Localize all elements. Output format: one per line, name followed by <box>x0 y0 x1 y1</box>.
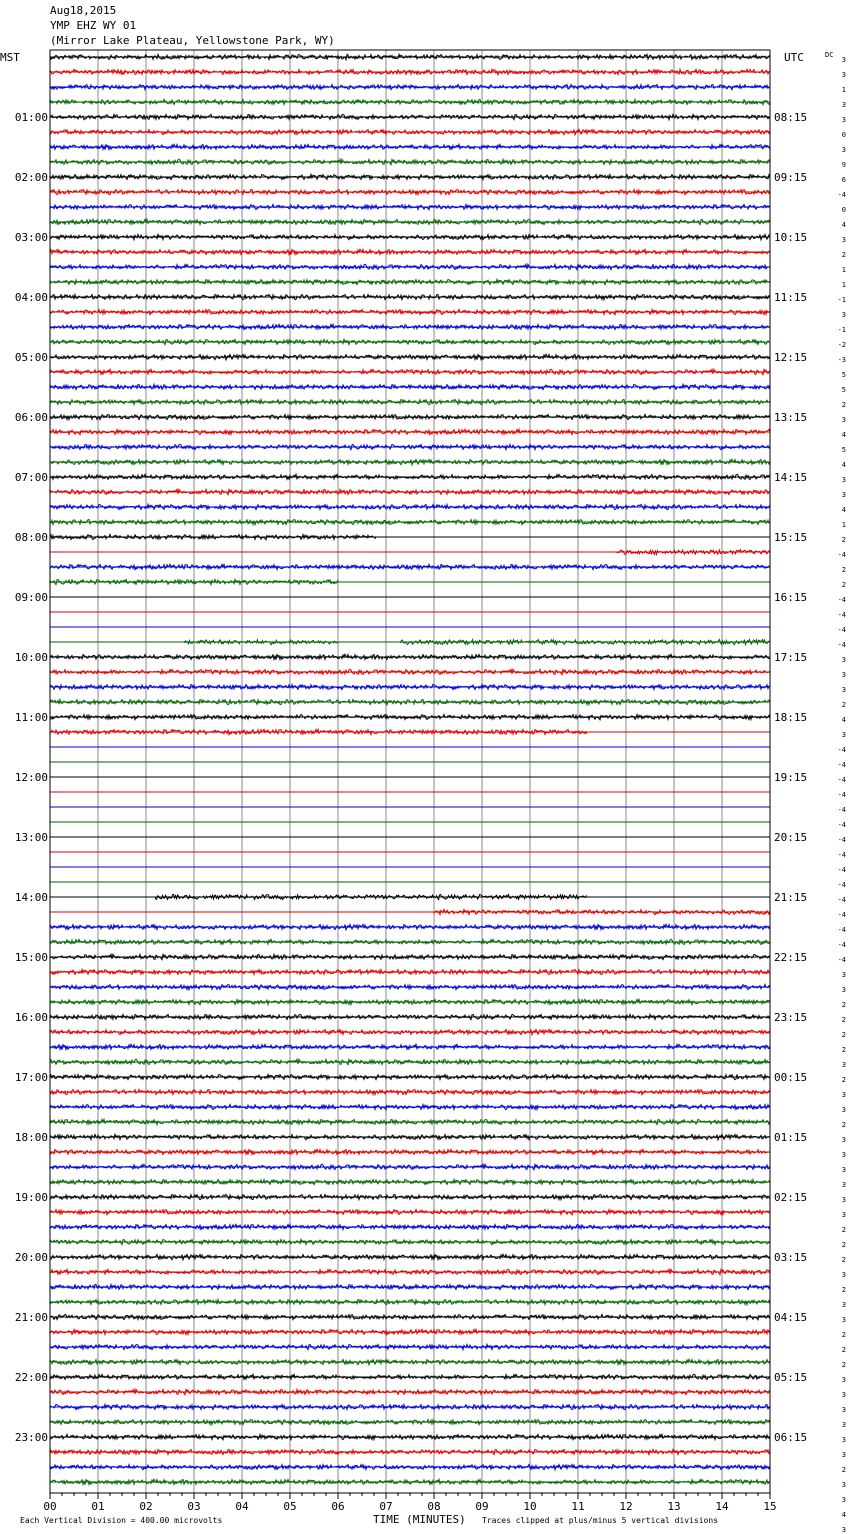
trace-row <box>50 144 770 149</box>
plot-date: Aug18,2015 <box>50 4 117 17</box>
mst-hour-label: 21:00 <box>14 1311 48 1324</box>
trace-row <box>50 564 770 569</box>
trace-row <box>50 489 770 494</box>
trace-row <box>50 85 770 90</box>
trace-signal <box>50 69 770 74</box>
dc-offset-value: -2 <box>837 341 846 349</box>
trace-signal <box>50 1314 770 1319</box>
utc-hour-label: 17:15 <box>774 651 808 664</box>
mst-hour-label: 12:00 <box>14 771 48 784</box>
dc-offset-value: 3 <box>841 236 846 244</box>
trace-row <box>50 339 770 344</box>
trace-signal <box>50 444 770 449</box>
dc-offset-value: 3 <box>841 1436 846 1444</box>
dc-offset-value: 5 <box>841 386 846 394</box>
mst-hour-label: 10:00 <box>14 651 48 664</box>
mst-hour-label: 19:00 <box>14 1191 48 1204</box>
trace-row <box>50 294 770 299</box>
seismic-traces <box>50 54 770 1484</box>
trace-row <box>50 1179 770 1184</box>
trace-row <box>50 429 770 435</box>
dc-offset-value: 3 <box>841 1106 846 1114</box>
dc-offset-value: 3 <box>841 1451 846 1459</box>
trace-row <box>50 459 770 465</box>
trace-row <box>50 1254 770 1260</box>
x-tick-label: 01 <box>91 1500 105 1513</box>
dc-offset-value: 1 <box>841 521 846 529</box>
utc-hour-label: 10:15 <box>774 231 808 244</box>
trace-row <box>50 1449 770 1454</box>
trace-row <box>50 1164 770 1170</box>
dc-offset-value: 2 <box>841 251 846 259</box>
trace-row <box>50 159 770 165</box>
trace-row <box>50 669 770 675</box>
trace-signal <box>50 324 770 329</box>
dc-offset-value: 4 <box>841 431 846 439</box>
dc-offset-value: 3 <box>841 491 846 499</box>
trace-row <box>50 1134 770 1139</box>
dc-offset-value: 3 <box>841 1391 846 1399</box>
trace-row <box>50 174 770 179</box>
trace-row <box>50 714 770 719</box>
dc-offset-value: 3 <box>841 146 846 154</box>
dc-offset-value: -4 <box>837 821 846 829</box>
dc-offset-value: -4 <box>837 746 846 754</box>
dc-offset-value: -4 <box>837 911 846 919</box>
dc-offset-value: -3 <box>837 356 846 364</box>
dc-offset-value: -4 <box>837 191 846 199</box>
dc-offset-value: 2 <box>841 1241 846 1249</box>
dc-offset-value: 3 <box>841 986 846 994</box>
trace-row <box>50 1149 770 1154</box>
dc-offset-value: -4 <box>837 836 846 844</box>
x-tick-label: 10 <box>523 1500 537 1513</box>
trace-row <box>50 189 770 194</box>
trace-row <box>50 954 770 959</box>
mst-hour-label: 05:00 <box>14 351 48 364</box>
utc-hour-label: 15:15 <box>774 531 808 544</box>
dc-offset-value: 3 <box>841 1136 846 1144</box>
x-tick-label: 04 <box>235 1500 249 1513</box>
x-tick-label: 06 <box>331 1500 345 1513</box>
x-tick-label: 05 <box>283 1500 297 1513</box>
trace-row <box>50 1104 770 1109</box>
dc-offset-value: -1 <box>837 296 846 304</box>
dc-offset-value: 3 <box>841 731 846 739</box>
trace-row <box>50 1209 770 1214</box>
utc-hour-label: 12:15 <box>774 351 808 364</box>
trace-signal <box>50 1090 770 1095</box>
dc-offset-value: 3 <box>841 116 846 124</box>
dc-offset-value: 2 <box>841 581 846 589</box>
dc-offset-value: 5 <box>841 371 846 379</box>
dc-offset-value: 0 <box>841 206 846 214</box>
dc-offset-value: 2 <box>841 1361 846 1369</box>
trace-signal <box>50 1044 770 1049</box>
trace-row <box>50 984 770 989</box>
station-location: (Mirror Lake Plateau, Yellowstone Park, WY) <box>50 34 335 47</box>
dc-offset-value: 2 <box>841 1286 846 1294</box>
dc-offset-value: 3 <box>841 1481 846 1489</box>
trace-row <box>50 69 770 74</box>
x-axis-title: TIME (MINUTES) <box>373 1513 466 1526</box>
dc-offset-value: 3 <box>841 1526 846 1534</box>
mst-hour-label: 09:00 <box>14 591 48 604</box>
trace-row <box>50 54 770 59</box>
dc-offset-value: 3 <box>841 971 846 979</box>
dc-offset-value: 3 <box>841 1421 846 1429</box>
dc-offset-value: -4 <box>837 611 846 619</box>
trace-row <box>50 1389 770 1394</box>
dc-offset-value: -4 <box>837 881 846 889</box>
mst-hour-label: 08:00 <box>14 531 48 544</box>
trace-row <box>50 414 770 419</box>
dc-offset-value: -4 <box>837 956 846 964</box>
trace-row <box>50 1030 770 1035</box>
x-tick-label: 13 <box>667 1500 681 1513</box>
x-tick-label: 07 <box>379 1500 393 1513</box>
dc-offset-value: 2 <box>841 1046 846 1054</box>
trace-row <box>50 1374 770 1379</box>
trace-row <box>50 309 770 314</box>
trace-row <box>50 1014 770 1019</box>
utc-hour-label: 09:15 <box>774 171 808 184</box>
utc-hour-label: 13:15 <box>774 411 808 424</box>
utc-hour-label: 04:15 <box>774 1311 808 1324</box>
dc-offset-value: 3 <box>841 656 846 664</box>
trace-row <box>50 1224 770 1229</box>
utc-hour-label: 02:15 <box>774 1191 808 1204</box>
dc-offset-value: -4 <box>837 761 846 769</box>
trace-signal <box>50 474 770 479</box>
dc-offset-value: 3 <box>841 1166 846 1174</box>
x-tick-label: 09 <box>475 1500 489 1513</box>
dc-offset-value: 3 <box>841 1211 846 1219</box>
dc-offset-value: 3 <box>841 311 846 319</box>
trace-row <box>50 1059 770 1065</box>
mst-hour-label: 18:00 <box>14 1131 48 1144</box>
trace-row <box>50 130 770 135</box>
trace-row <box>50 969 770 974</box>
utc-hour-label: 20:15 <box>774 831 808 844</box>
utc-hour-label: 11:15 <box>774 291 808 304</box>
trace-row <box>50 1479 770 1484</box>
utc-axis-label: UTC <box>784 51 804 64</box>
dc-offset-value: 2 <box>841 1466 846 1474</box>
trace-row <box>50 444 770 449</box>
trace-signal <box>50 1374 770 1379</box>
trace-row <box>50 895 770 900</box>
dc-offset-value: 3 <box>841 1196 846 1204</box>
trace-row <box>50 324 770 329</box>
dc-offset-value: -4 <box>837 791 846 799</box>
mst-hour-label: 14:00 <box>14 891 48 904</box>
utc-hour-label: 21:15 <box>774 891 808 904</box>
trace-row <box>50 474 770 479</box>
dc-offset-value: 2 <box>841 536 846 544</box>
dc-offset-value: 3 <box>841 1061 846 1069</box>
dc-offset-value: 1 <box>841 86 846 94</box>
trace-row <box>50 1404 770 1409</box>
utc-hour-label: 23:15 <box>774 1011 808 1024</box>
dc-offset-value: 2 <box>841 1226 846 1234</box>
dc-offset-value: 3 <box>841 476 846 484</box>
trace-row <box>50 909 770 914</box>
trace-row <box>50 1119 770 1124</box>
dc-offset-value: -4 <box>837 806 846 814</box>
dc-offset-value: 3 <box>841 1181 846 1189</box>
dc-offset-value: 3 <box>841 101 846 109</box>
dc-offset-value: -4 <box>837 776 846 784</box>
trace-row <box>50 504 770 509</box>
dc-offset-value: -4 <box>837 626 846 634</box>
mst-hour-label: 20:00 <box>14 1251 48 1264</box>
trace-row <box>50 579 770 584</box>
utc-hour-label: 16:15 <box>774 591 808 604</box>
trace-row <box>50 654 770 659</box>
dc-offset-value: 2 <box>841 1346 846 1354</box>
dc-offset-value: 2 <box>841 566 846 574</box>
trace-row <box>50 264 770 270</box>
trace-row <box>50 399 770 404</box>
vertical-division-note: Each Vertical Division = 400.00 microvolts <box>20 1516 223 1525</box>
mst-hour-label: 07:00 <box>14 471 48 484</box>
x-tick-label: 11 <box>571 1500 585 1513</box>
trace-row <box>50 1314 770 1319</box>
mst-hour-label: 23:00 <box>14 1431 48 1444</box>
utc-hour-label: 22:15 <box>774 951 808 964</box>
trace-signal <box>50 1239 770 1244</box>
trace-row <box>50 219 770 224</box>
dc-offset-value: 2 <box>841 1076 846 1084</box>
trace-row <box>50 114 770 119</box>
dc-offset-value: 2 <box>841 1031 846 1039</box>
dc-offset-value: -4 <box>837 941 846 949</box>
x-tick-label: 08 <box>427 1500 441 1513</box>
dc-offset-value: 1 <box>841 281 846 289</box>
mst-hour-label: 11:00 <box>14 711 48 724</box>
trace-signal <box>50 1465 770 1470</box>
trace-row <box>50 699 770 704</box>
dc-offset-value: 4 <box>841 716 846 724</box>
dc-offset-value: -4 <box>837 896 846 904</box>
dc-offset-value: -4 <box>837 551 846 559</box>
trace-row <box>50 640 770 645</box>
dc-offset-value: 5 <box>841 446 846 454</box>
dc-offset-value: 4 <box>841 506 846 514</box>
trace-row <box>50 1074 770 1079</box>
utc-hour-label: 06:15 <box>774 1431 808 1444</box>
trace-row <box>50 1420 770 1425</box>
trace-row <box>50 279 770 284</box>
dc-offset-value: 3 <box>841 686 846 694</box>
trace-row <box>50 1359 770 1365</box>
trace-row <box>50 1329 770 1334</box>
x-tick-label: 12 <box>619 1500 633 1513</box>
x-tick-label: 03 <box>187 1500 201 1513</box>
x-tick-label: 02 <box>139 1500 153 1513</box>
dc-offset-value: -4 <box>837 641 846 649</box>
dc-offset-value: 9 <box>841 161 846 169</box>
station-title: YMP EHZ WY 01 <box>50 19 137 32</box>
dc-offset-value: 1 <box>841 266 846 274</box>
dc-offset-value: 3 <box>841 416 846 424</box>
dc-offset-value: 2 <box>841 1121 846 1129</box>
trace-row <box>50 354 770 360</box>
dc-offset-value: -4 <box>837 866 846 874</box>
mst-hour-label: 15:00 <box>14 951 48 964</box>
trace-row <box>50 1465 770 1470</box>
trace-row <box>50 534 770 539</box>
dc-offset-value: 3 <box>841 1091 846 1099</box>
dc-offset-value: 3 <box>841 1151 846 1159</box>
dc-offset-value: 2 <box>841 1256 846 1264</box>
utc-hour-label: 14:15 <box>774 471 808 484</box>
dc-offset-value: 3 <box>841 1496 846 1504</box>
utc-hour-label: 01:15 <box>774 1131 808 1144</box>
trace-row <box>50 939 770 944</box>
dc-offset-value: 3 <box>841 671 846 679</box>
dc-offset-value: 2 <box>841 1331 846 1339</box>
trace-signal <box>50 924 770 930</box>
mst-hour-label: 13:00 <box>14 831 48 844</box>
dc-offset-value: 3 <box>841 71 846 79</box>
trace-row <box>50 550 770 555</box>
x-tick-label: 15 <box>763 1500 777 1513</box>
dc-offset-value: 2 <box>841 1016 846 1024</box>
mst-hour-label: 01:00 <box>14 111 48 124</box>
utc-hour-label: 03:15 <box>774 1251 808 1264</box>
dc-offset-value: 3 <box>841 1376 846 1384</box>
dc-offset-value: 2 <box>841 1001 846 1009</box>
clipping-note: Traces clipped at plus/minus 5 vertical divisions <box>482 1516 719 1525</box>
trace-row <box>50 1269 770 1275</box>
trace-signal <box>184 640 337 645</box>
trace-row <box>50 684 770 689</box>
utc-hour-label: 19:15 <box>774 771 808 784</box>
dc-offset-value: -4 <box>837 851 846 859</box>
trace-signal <box>434 909 770 914</box>
dc-offset-value: -1 <box>837 326 846 334</box>
utc-hour-label: 08:15 <box>774 111 808 124</box>
trace-row <box>50 99 770 104</box>
trace-row <box>50 1044 770 1049</box>
dc-offset-value: 4 <box>841 221 846 229</box>
dc-offset-value: 3 <box>841 1316 846 1324</box>
trace-row <box>50 1434 770 1440</box>
dc-offset-value: -4 <box>837 596 846 604</box>
trace-row <box>50 1194 770 1199</box>
mst-hour-label: 22:00 <box>14 1371 48 1384</box>
mst-hour-label: 04:00 <box>14 291 48 304</box>
trace-row <box>50 384 770 389</box>
trace-signal <box>50 1329 770 1334</box>
trace-row <box>50 520 770 525</box>
dc-offset-value: 3 <box>841 56 846 64</box>
dc-offset-value: 2 <box>841 701 846 709</box>
dc-label: DC <box>825 51 834 59</box>
utc-hour-label: 05:15 <box>774 1371 808 1384</box>
trace-row <box>50 729 770 734</box>
x-tick-label: 14 <box>715 1500 729 1513</box>
dc-offset-value: 3 <box>841 1301 846 1309</box>
dc-offset-value: 3 <box>841 1271 846 1279</box>
trace-row <box>50 204 770 209</box>
dc-offset-value: 4 <box>841 1511 846 1519</box>
trace-signal <box>50 729 587 734</box>
trace-row <box>50 1090 770 1095</box>
mst-hour-label: 03:00 <box>14 231 48 244</box>
dc-offset-value: 6 <box>841 176 846 184</box>
dc-offset-value: 0 <box>841 131 846 139</box>
mst-axis-label: MST <box>0 51 20 64</box>
dc-offset-value: 3 <box>841 1406 846 1414</box>
x-tick-label: 00 <box>43 1500 57 1513</box>
mst-hour-label: 06:00 <box>14 411 48 424</box>
trace-row <box>50 924 770 930</box>
trace-row <box>50 249 770 254</box>
dc-offset-value: 4 <box>841 461 846 469</box>
dc-offset-value: -4 <box>837 926 846 934</box>
utc-hour-label: 00:15 <box>774 1071 808 1084</box>
utc-hour-label: 18:15 <box>774 711 808 724</box>
trace-row <box>50 1299 770 1304</box>
trace-row <box>50 999 770 1005</box>
mst-hour-label: 02:00 <box>14 171 48 184</box>
trace-row <box>50 1284 770 1289</box>
mst-hour-label: 16:00 <box>14 1011 48 1024</box>
trace-row <box>50 1344 770 1349</box>
trace-row <box>50 369 770 375</box>
mst-hour-label: 17:00 <box>14 1071 48 1084</box>
trace-row <box>50 234 770 239</box>
trace-row <box>50 1239 770 1244</box>
trace-signal <box>50 1030 770 1035</box>
dc-offset-value: 2 <box>841 401 846 409</box>
